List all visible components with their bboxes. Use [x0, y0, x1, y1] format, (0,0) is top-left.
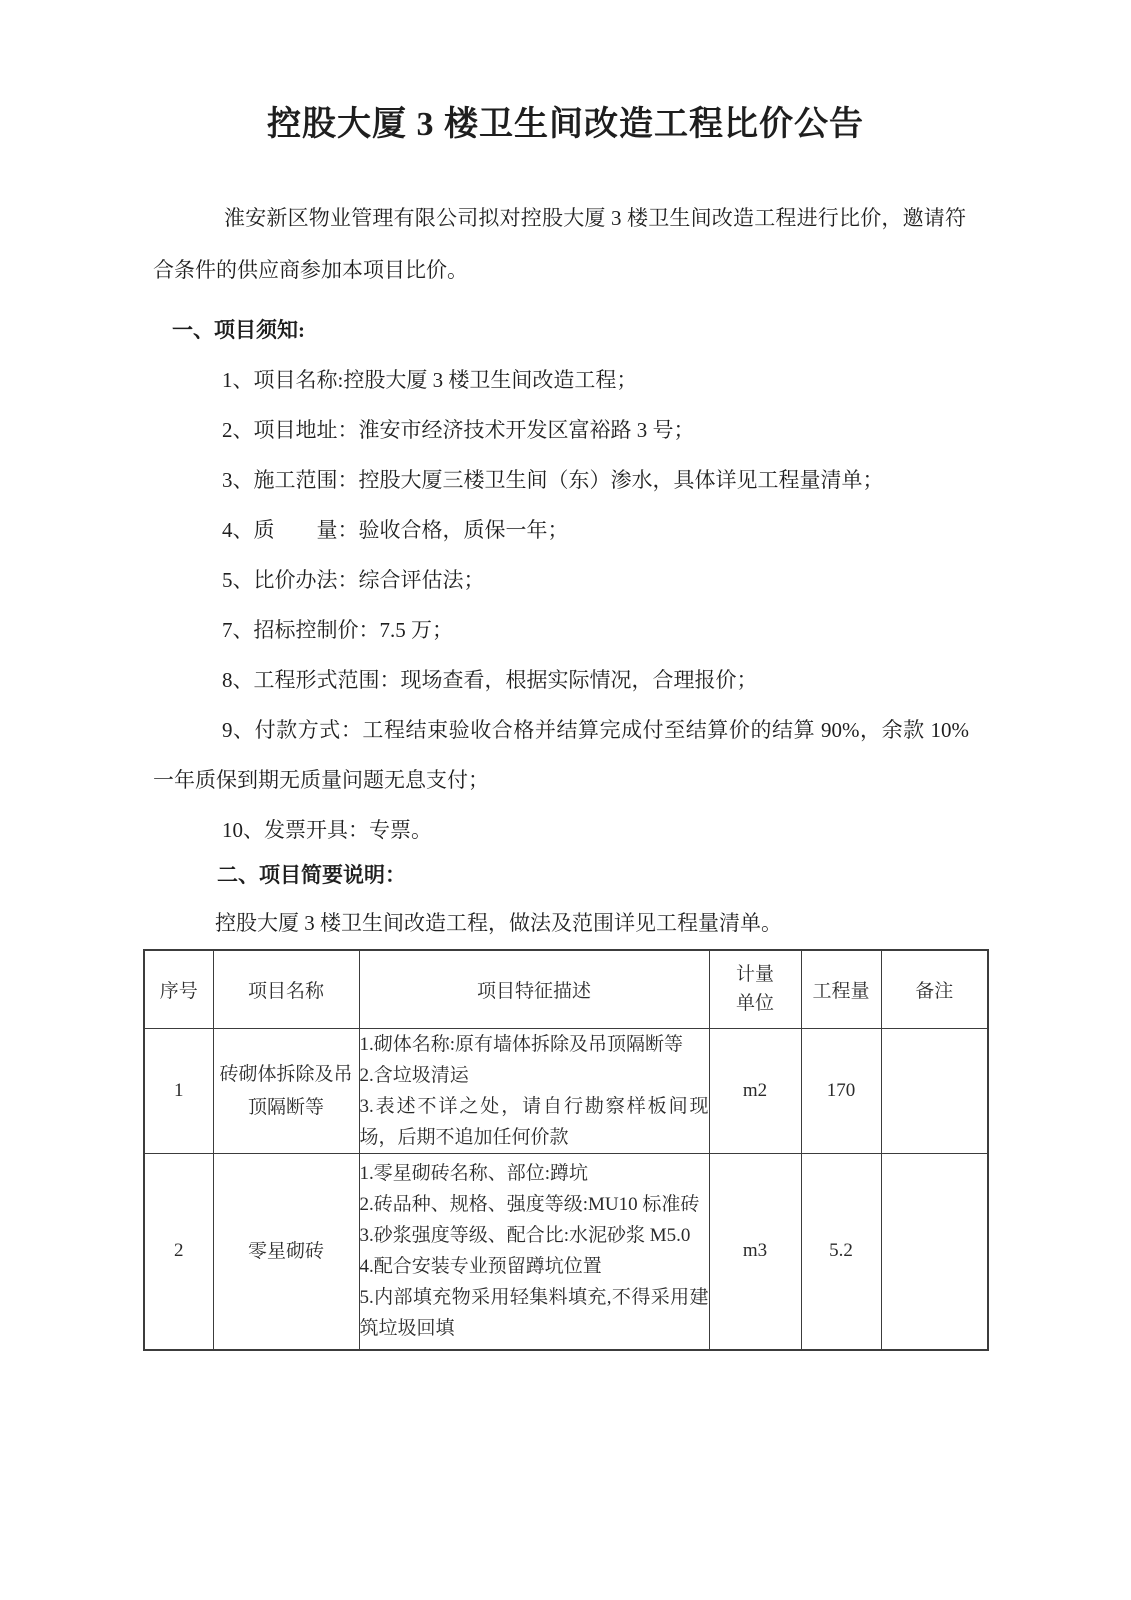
- row-name-cell: 零星砌砖: [213, 1153, 359, 1350]
- col-header-no: 序号: [144, 950, 213, 1028]
- desc-line: 3.表述不详之处，请自行勘察样板间现场，后期不追加任何价款: [359, 1095, 709, 1148]
- table-row: [144, 1153, 988, 1350]
- table-header-row: [144, 950, 988, 1028]
- notice-item-7: 7、招标控制价：7.5 万；: [222, 618, 453, 642]
- row-note-cell: [881, 1153, 988, 1350]
- row-unit-cell: m3: [709, 1153, 801, 1350]
- row-unit-cell: m2: [709, 1028, 801, 1153]
- row-qty-cell: 170: [801, 1028, 881, 1153]
- row-desc-cell: [359, 1153, 709, 1350]
- col-header-name: 项目名称: [213, 950, 359, 1028]
- row-no-cell: 2: [144, 1153, 213, 1350]
- page-title: 控股大厦 3 楼卫生间改造工程比价公告: [267, 106, 864, 143]
- desc-line: 5.内部填充物采用轻集料填充,不得采用建筑垃圾回填: [359, 1287, 709, 1340]
- desc-line: 3.砂浆强度等级、配合比:水泥砂浆 M5.0: [359, 1225, 691, 1247]
- section2-heading: 二、项目简要说明：: [217, 863, 406, 887]
- intro-paragraph: 淮安新区物业管理有限公司拟对控股大厦 3 楼卫生间改造工程进行比价，邀请符合条件的供应商参加本项目比价。: [153, 206, 966, 282]
- row-no-cell: 1: [144, 1028, 213, 1153]
- col-header-qty: 工程量: [801, 950, 881, 1028]
- desc-line: 1.零星砌砖名称、部位:蹲坑: [359, 1163, 589, 1185]
- notice-item-4: 4、质 量：验收合格，质保一年；: [222, 518, 569, 542]
- desc-line: 2.砖品种、规格、强度等级:MU10 标准砖: [359, 1194, 700, 1216]
- row-qty-cell: 5.2: [801, 1153, 881, 1350]
- col-header-unit-label: 计量单位: [735, 964, 774, 1015]
- table-row: [144, 1028, 988, 1153]
- row-desc-cell: [359, 1028, 709, 1153]
- section1-heading: 一、项目须知:: [172, 318, 305, 342]
- notice-item-1: 1、项目名称:控股大厦 3 楼卫生间改造工程；: [222, 368, 638, 392]
- col-header-desc: 项目特征描述: [359, 950, 709, 1028]
- section2-intro: 控股大厦 3 楼卫生间改造工程，做法及范围详见工程量清单。: [215, 911, 782, 935]
- desc-line: 4.配合安装专业预留蹲坑位置: [359, 1256, 602, 1278]
- boq-table: [143, 949, 989, 1351]
- notice-item-2: 2、项目地址：淮安市经济技术开发区富裕路 3 号；: [222, 418, 695, 442]
- desc-line: 1.砌体名称:原有墙体拆除及吊顶隔断等: [359, 1033, 684, 1055]
- col-header-unit: [709, 950, 801, 1028]
- desc-line: 2.含垃圾清运: [359, 1064, 469, 1086]
- notice-list: [153, 355, 969, 855]
- notice-item-8: 8、工程形式范围：现场查看，根据实际情况，合理报价；: [222, 668, 758, 692]
- notice-item-3: 3、施工范围：控股大厦三楼卫生间（东）渗水，具体详见工程量清单；: [222, 468, 884, 492]
- notice-item-5: 5、比价办法：综合评估法；: [222, 568, 485, 592]
- row-name-cell: 砖砌体拆除及吊顶隔断等: [213, 1028, 359, 1153]
- row-note-cell: [881, 1028, 988, 1153]
- notice-item-9: 9、付款方式：工程结束验收合格并结算完成付至结算价的结算 90%，余款 10%一年质保到期无质量问题无息支付；: [153, 718, 969, 792]
- notice-item-10: 10、发票开具：专票。: [222, 818, 432, 842]
- col-header-note: 备注: [881, 950, 988, 1028]
